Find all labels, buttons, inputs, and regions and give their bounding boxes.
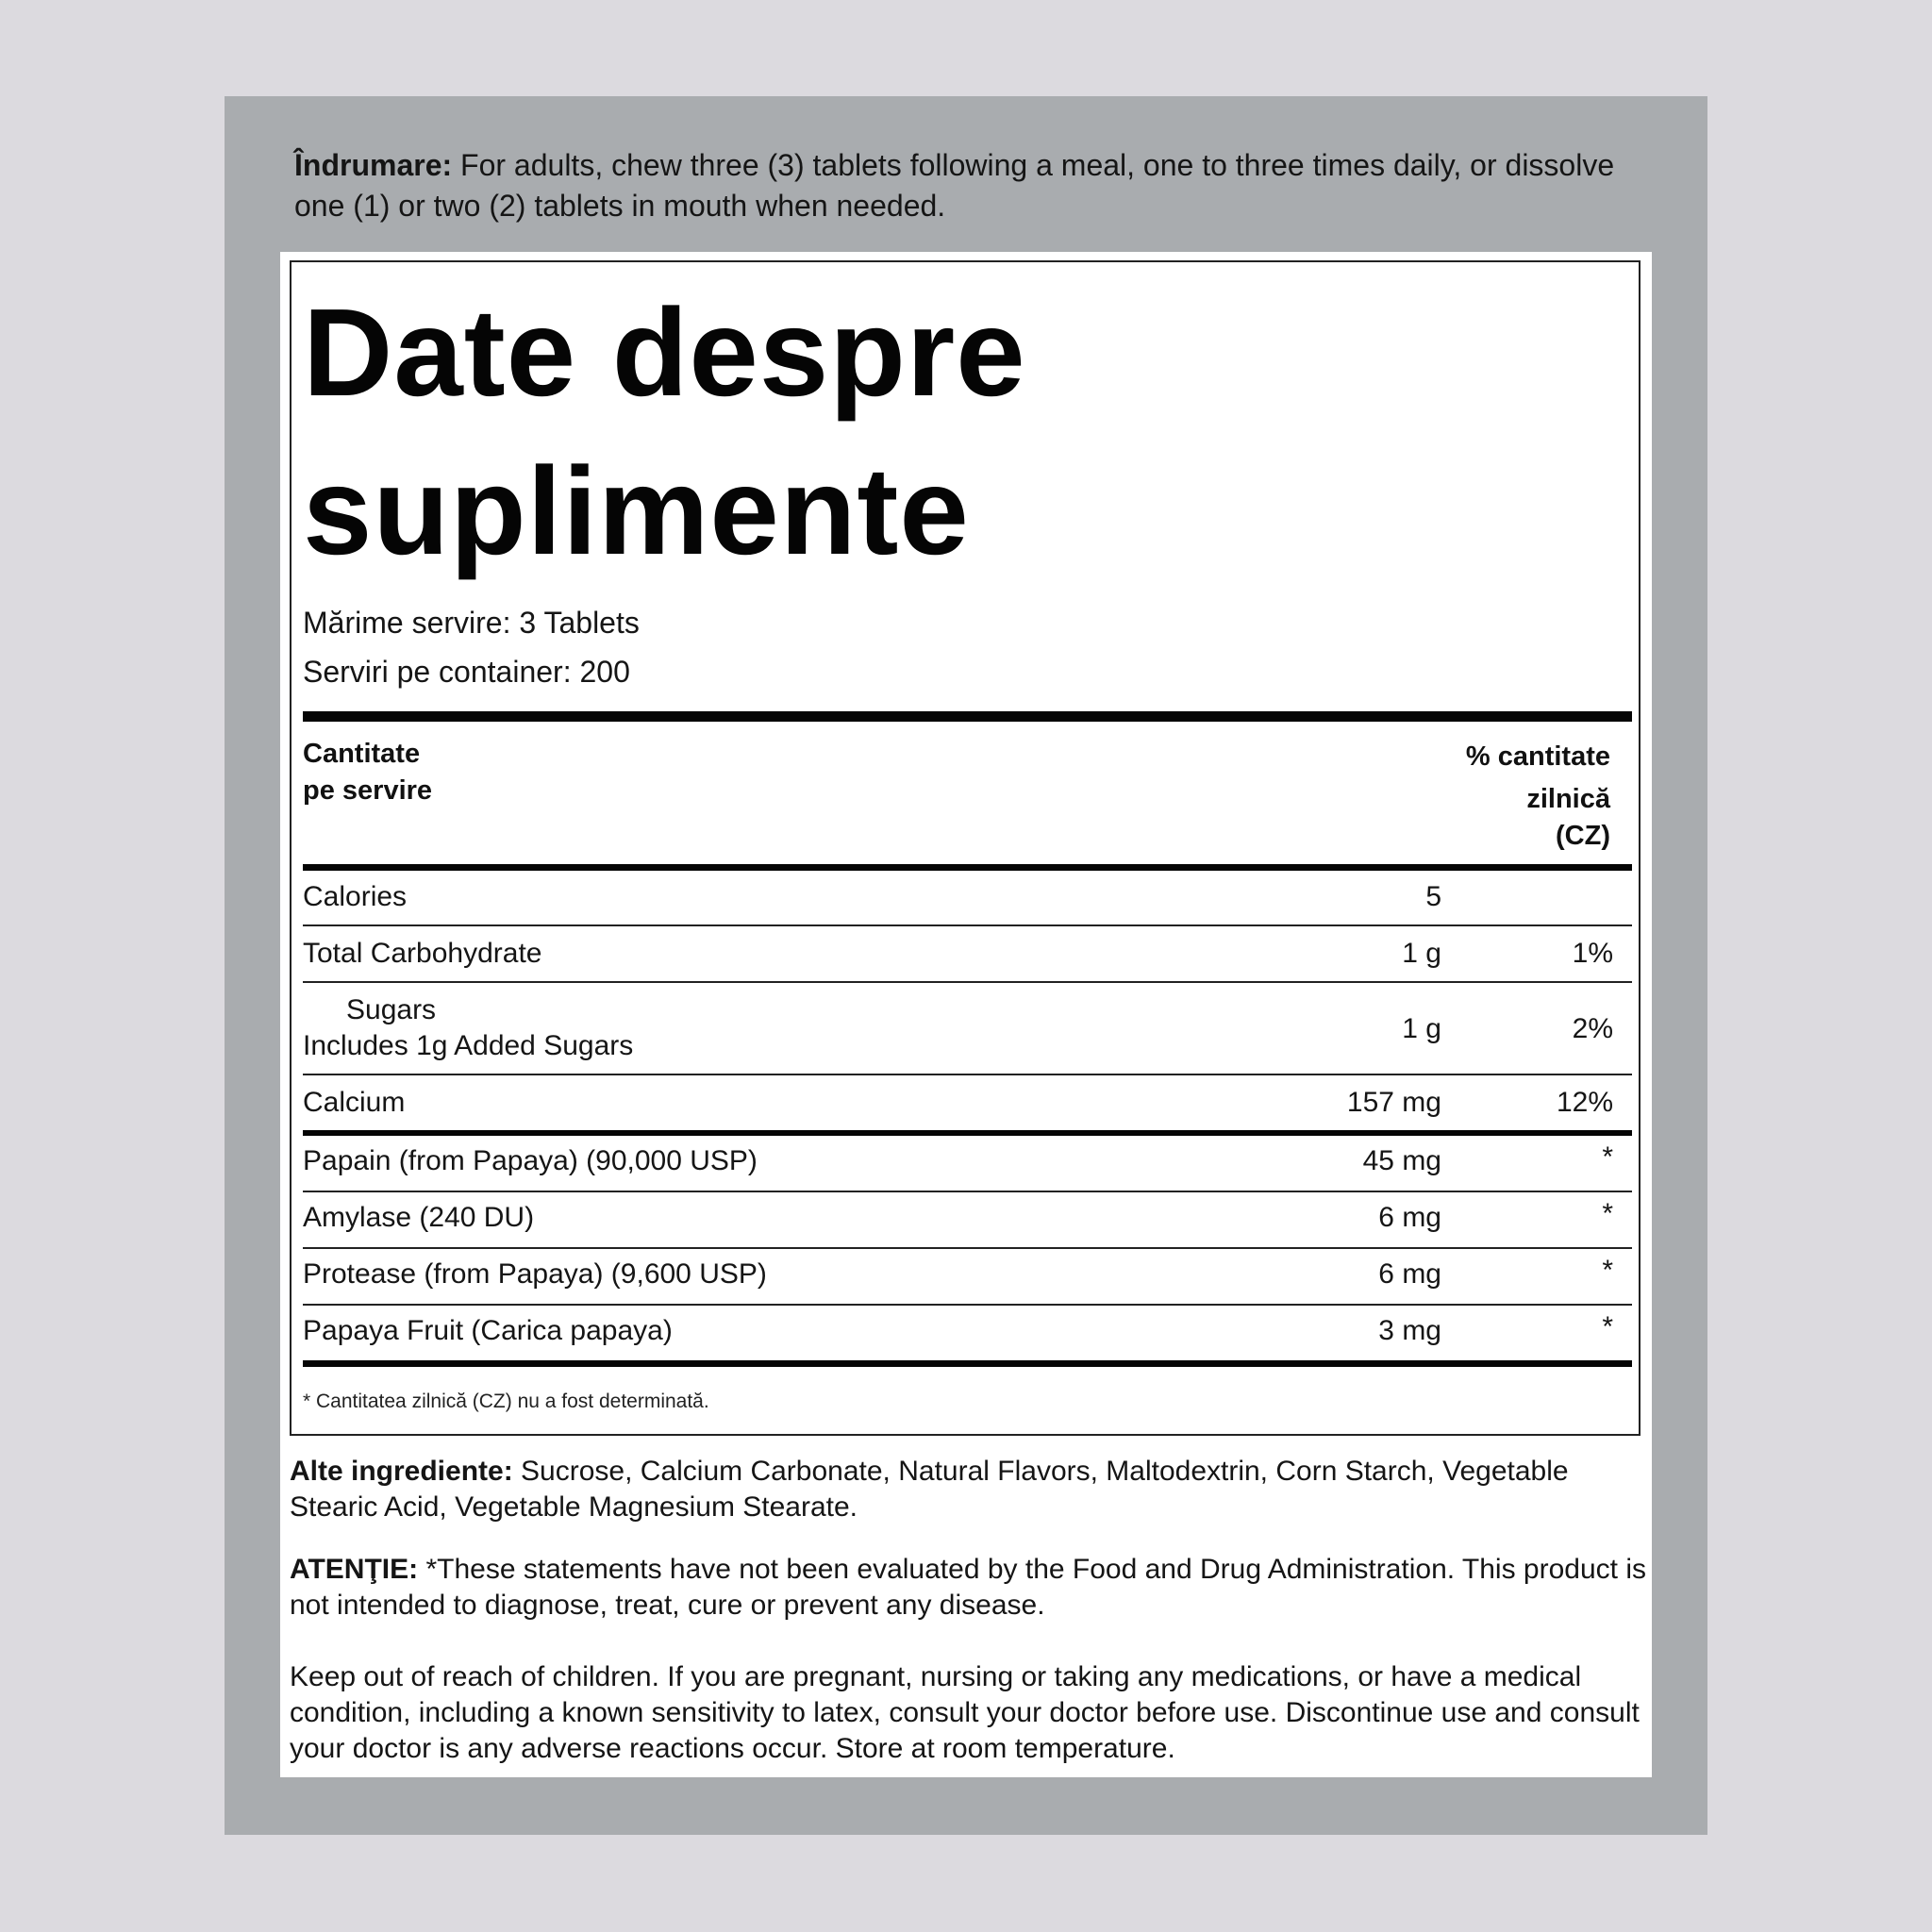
header-right-line1: % cantitate: [1465, 741, 1610, 772]
row-amount: 45 mg: [1362, 1145, 1441, 1176]
medium-divider: [303, 1130, 1632, 1136]
table-row: [303, 1309, 1632, 1357]
directions-label: Îndrumare:: [294, 148, 453, 182]
row-amount: 6 mg: [1378, 1202, 1441, 1233]
table-row: [303, 989, 1632, 1072]
row-name: Calories: [303, 881, 408, 912]
table-row: [303, 1081, 1632, 1128]
serving-size: Mărime servire: 3 Tablets: [303, 606, 640, 640]
row-amount: 6 mg: [1378, 1258, 1441, 1290]
row-dv: *: [1602, 1141, 1613, 1173]
row-dv: *: [1602, 1198, 1613, 1229]
row-name: Papain (from Papaya) (90,000 USP): [303, 1145, 758, 1176]
warning-text: *These statements have not been evaluated by the Food and Drug Administration. This product is not intended to diagnose, treat, cure or prevent any disease.: [290, 1554, 1646, 1621]
row-dv: *: [1602, 1311, 1613, 1342]
other-ingredients-label: Alte ingrediente:: [290, 1456, 513, 1487]
row-name: Protease (from Papaya) (9,600 USP): [303, 1258, 767, 1290]
row-name: Papaya Fruit (Carica papaya): [303, 1315, 673, 1346]
row-subname: Includes 1g Added Sugars: [303, 1030, 634, 1061]
row-divider: [303, 924, 1632, 926]
daily-value-footnote: * Cantitatea zilnică (CZ) nu a fost determinată.: [303, 1391, 709, 1412]
row-name: Sugars: [346, 994, 437, 1025]
row-divider: [303, 1191, 1632, 1192]
row-dv: *: [1602, 1255, 1613, 1286]
table-row: [303, 1253, 1632, 1300]
header-right-line3: (CZ): [1556, 821, 1610, 851]
row-amount: 1 g: [1402, 1013, 1441, 1044]
header-left-line2: pe servire: [303, 775, 433, 806]
row-name: Total Carbohydrate: [303, 938, 542, 969]
warning-label: ATENŢIE:: [290, 1554, 419, 1585]
row-dv: 1%: [1572, 938, 1613, 969]
row-amount: 5: [1425, 881, 1441, 912]
row-divider: [303, 1074, 1632, 1075]
facts-title: [303, 274, 1246, 591]
header-left-line1: Cantitate: [303, 739, 421, 769]
caution-text: Keep out of reach of children. If you are pregnant, nursing or taking any medications, or have a medical condition, including a known sensitivity to latex, consult your doctor before use. Discontinue use and consult your doctor is any adverse reactions occur. Store at room temperature.: [290, 1661, 1640, 1764]
warning: [290, 1552, 1648, 1624]
directions-body: For adults, chew three (3) tablets following a meal, one to three times daily, or dissolve one (1) or two (2) tablets in mouth when needed.: [294, 148, 1615, 223]
row-dv: 12%: [1556, 1087, 1613, 1118]
medium-divider: [303, 864, 1632, 871]
header-right-line2: zilnică: [1526, 784, 1610, 814]
row-name: Calcium: [303, 1087, 406, 1118]
row-divider: [303, 1304, 1632, 1306]
table-row: [303, 932, 1632, 979]
facts-title-line1: Date despre: [303, 283, 1026, 422]
thick-divider-bottom: [303, 1360, 1632, 1367]
other-ingredients-text: Sucrose, Calcium Carbonate, Natural Flavors, Maltodextrin, Corn Starch, Vegetable Stearic Acid, Vegetable Magnesium Stearate.: [290, 1456, 1569, 1523]
row-amount: 1 g: [1402, 938, 1441, 969]
row-amount: 157 mg: [1346, 1087, 1441, 1118]
facts-title-line2: suplimente: [303, 441, 970, 580]
table-row: [303, 1140, 1632, 1187]
amount-per-serving-header: [303, 736, 432, 809]
supplement-facts-box: [290, 260, 1641, 1436]
row-divider: [303, 1247, 1632, 1249]
table-row: [303, 1196, 1632, 1243]
thick-divider: [303, 711, 1632, 722]
directions-text: [294, 145, 1653, 226]
table-row: [303, 875, 1632, 923]
row-amount: 3 mg: [1378, 1315, 1441, 1346]
row-divider: [303, 981, 1632, 983]
daily-value-header: [1466, 736, 1610, 858]
other-ingredients: [290, 1454, 1648, 1525]
row-name: Amylase (240 DU): [303, 1202, 535, 1233]
servings-per-container: Serviri pe container: 200: [303, 655, 630, 689]
row-dv: 2%: [1572, 1013, 1613, 1044]
